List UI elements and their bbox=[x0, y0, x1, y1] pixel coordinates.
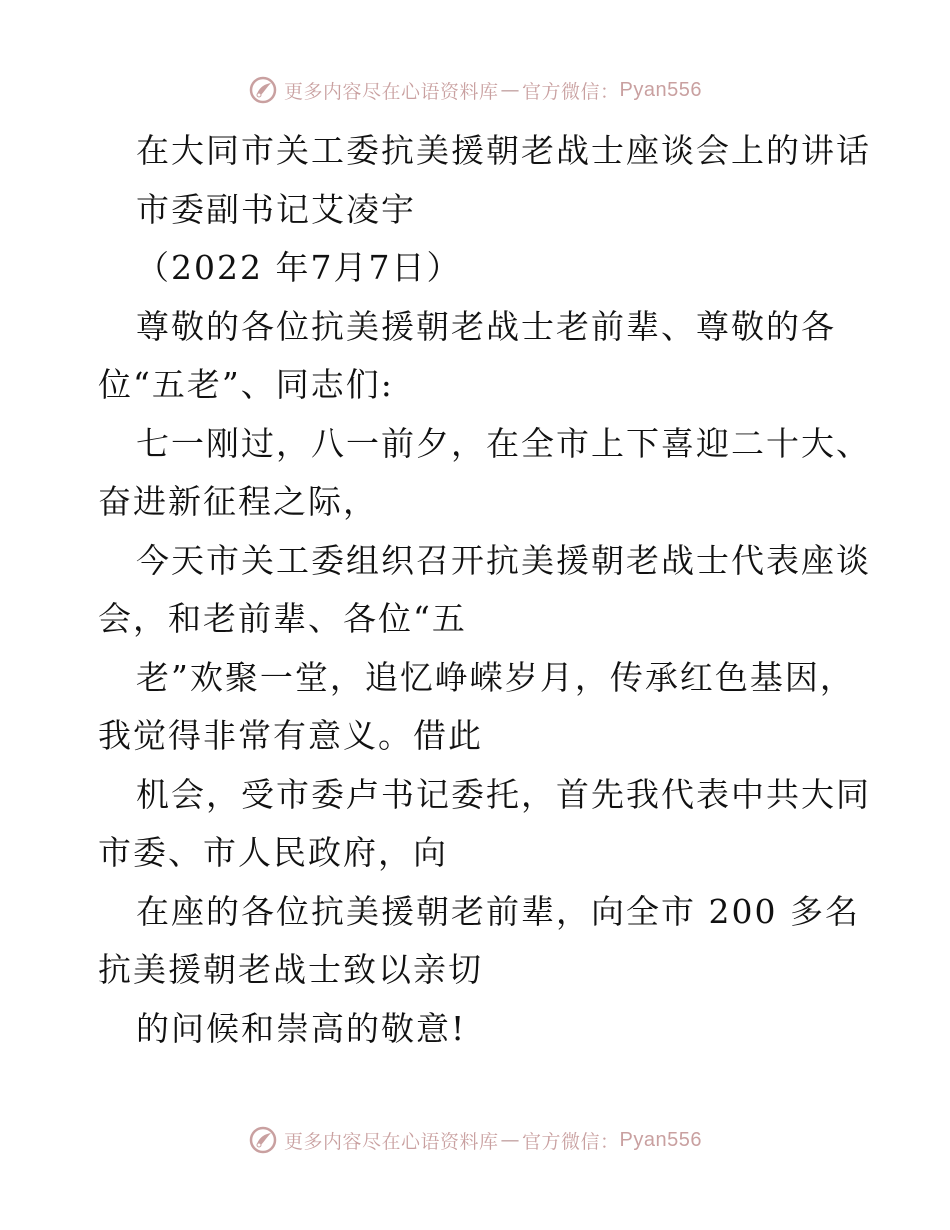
text-line: 尊敬的各位抗美援朝老战士老前辈、尊敬的各 bbox=[136, 306, 836, 346]
brand-logo-icon bbox=[248, 75, 278, 105]
brand-logo-icon bbox=[248, 1125, 278, 1155]
text-line: 老”欢聚一堂，追忆峥嵘岁月，传承红色基因， bbox=[136, 657, 855, 697]
watermark-footer bbox=[0, 1118, 950, 1162]
text-line: 奋进新征程之际， bbox=[98, 482, 378, 521]
text-line: 市委副书记艾凌宇 bbox=[136, 189, 416, 229]
watermark-label: 官方微信： bbox=[522, 80, 620, 103]
text-line: 在座的各位抗美援朝老前辈，向全市 200 多名 bbox=[136, 891, 860, 931]
text-line: 机会，受市委卢书记委托，首先我代表中共大同 bbox=[136, 774, 871, 814]
text-line: （2022 年7月7日） bbox=[136, 248, 462, 287]
watermark-brand: 更多内容尽在心语资料库 bbox=[284, 80, 499, 103]
text-line: 市委、市人民政府，向 bbox=[98, 833, 448, 872]
watermark-separator: — bbox=[500, 1129, 521, 1151]
watermark-id: Pyan556 bbox=[619, 1128, 702, 1151]
text-line: 在大同市关工委抗美援朝老战士座谈会上的讲话 bbox=[136, 131, 871, 170]
text-line: 今天市关工委组织召开抗美援朝老战士代表座谈 bbox=[136, 540, 871, 580]
document-body bbox=[98, 122, 871, 1058]
watermark-label: 官方微信： bbox=[522, 1130, 620, 1153]
watermark-separator: — bbox=[500, 79, 521, 101]
text-line: 抗美援朝老战士致以亲切 bbox=[98, 950, 483, 989]
text-line: 会，和老前辈、各位“五 bbox=[98, 599, 467, 638]
text-line: 七一刚过，八一前夕，在全市上下喜迎二十大、 bbox=[136, 423, 871, 463]
watermark-header bbox=[0, 68, 950, 112]
text-line: 我觉得非常有意义。借此 bbox=[98, 716, 483, 755]
watermark-brand: 更多内容尽在心语资料库 bbox=[284, 1130, 499, 1153]
text-line: 位“五老”、同志们: bbox=[98, 365, 394, 404]
watermark-id: Pyan556 bbox=[619, 78, 702, 101]
text-line: 的问候和崇高的敬意! bbox=[136, 1008, 467, 1048]
